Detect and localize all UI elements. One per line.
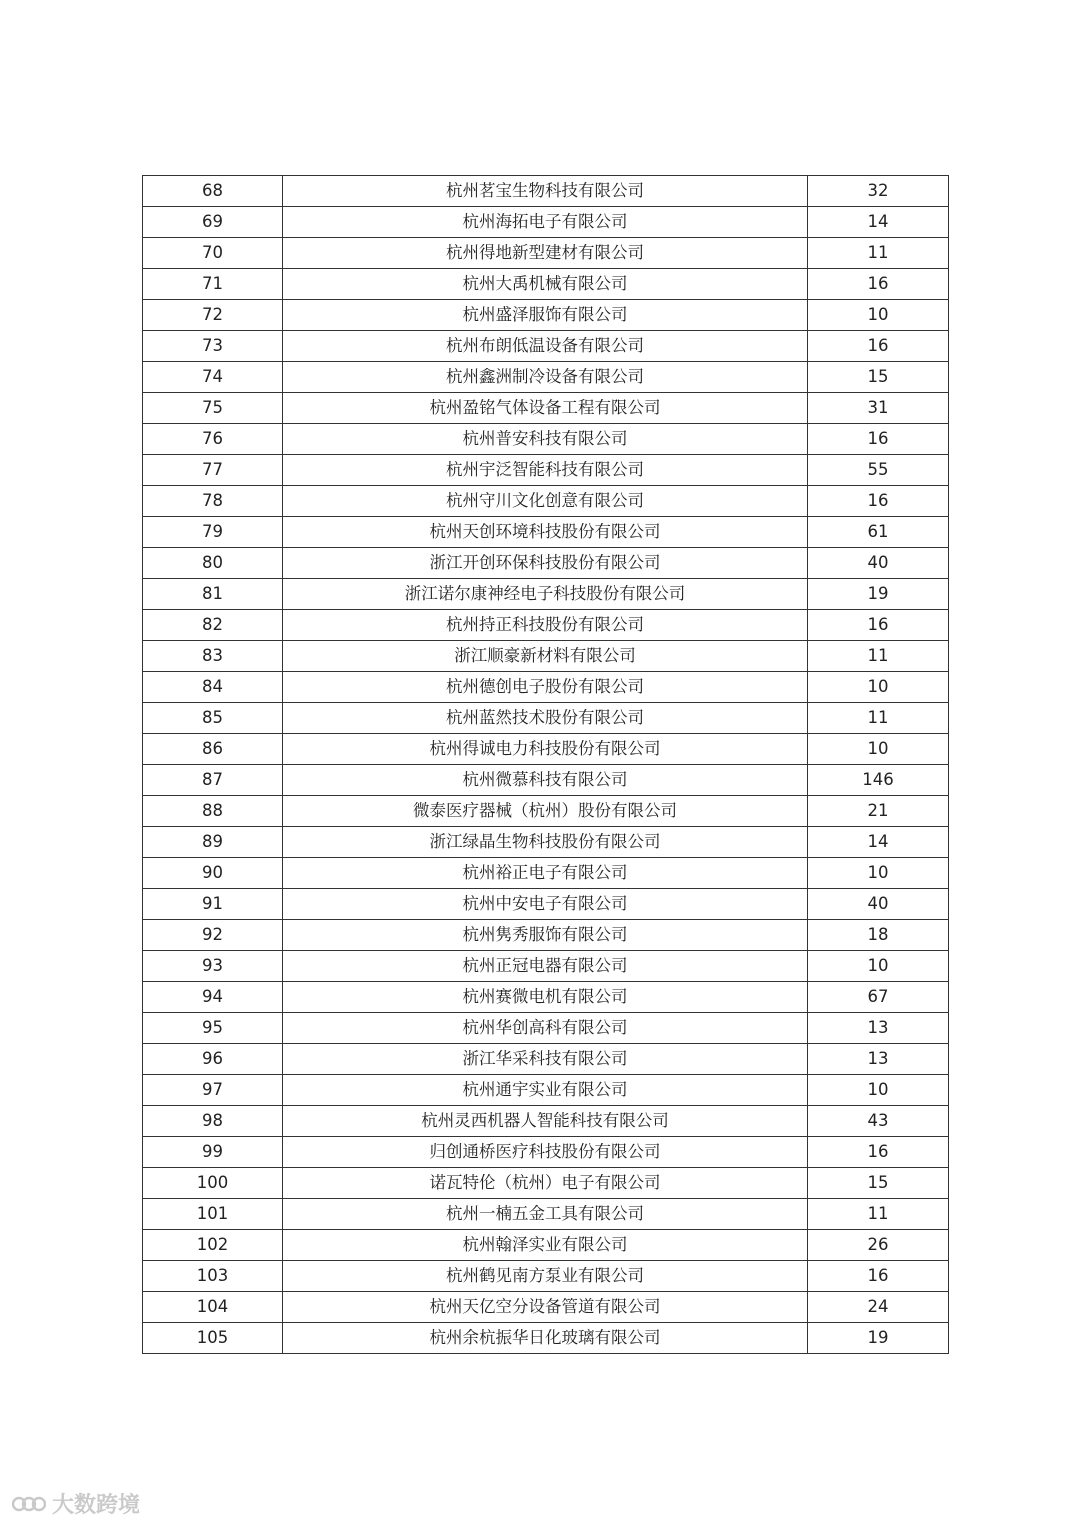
company-name: 杭州中安电子有限公司 — [283, 889, 808, 920]
company-name: 杭州赛微电机有限公司 — [283, 982, 808, 1013]
count-value: 43 — [808, 1106, 949, 1137]
count-value: 18 — [808, 920, 949, 951]
company-name: 杭州德创电子股份有限公司 — [283, 672, 808, 703]
count-value: 15 — [808, 362, 949, 393]
table-row — [143, 1199, 949, 1230]
company-name: 诺瓦特伦（杭州）电子有限公司 — [283, 1168, 808, 1199]
row-number: 105 — [143, 1323, 283, 1354]
table-row — [143, 982, 949, 1013]
row-number: 92 — [143, 920, 283, 951]
table-row — [143, 610, 949, 641]
count-value: 11 — [808, 703, 949, 734]
table-row — [143, 331, 949, 362]
row-number: 84 — [143, 672, 283, 703]
company-name: 微泰医疗器械（杭州）股份有限公司 — [283, 796, 808, 827]
table-row — [143, 1323, 949, 1354]
count-value: 10 — [808, 1075, 949, 1106]
company-name: 杭州裕正电子有限公司 — [283, 858, 808, 889]
company-name: 杭州微慕科技有限公司 — [283, 765, 808, 796]
table-row — [143, 1137, 949, 1168]
company-name: 杭州得诚电力科技股份有限公司 — [283, 734, 808, 765]
company-name: 杭州布朗低温设备有限公司 — [283, 331, 808, 362]
row-number: 70 — [143, 238, 283, 269]
company-name: 杭州鹤见南方泵业有限公司 — [283, 1261, 808, 1292]
table-row — [143, 517, 949, 548]
count-value: 16 — [808, 1137, 949, 1168]
count-value: 40 — [808, 889, 949, 920]
table-row — [143, 486, 949, 517]
count-value: 16 — [808, 331, 949, 362]
row-number: 81 — [143, 579, 283, 610]
company-name: 杭州海拓电子有限公司 — [283, 207, 808, 238]
row-number: 96 — [143, 1044, 283, 1075]
table-row — [143, 424, 949, 455]
row-number: 89 — [143, 827, 283, 858]
row-number: 75 — [143, 393, 283, 424]
count-value: 40 — [808, 548, 949, 579]
row-number: 100 — [143, 1168, 283, 1199]
row-number: 76 — [143, 424, 283, 455]
row-number: 85 — [143, 703, 283, 734]
row-number: 73 — [143, 331, 283, 362]
row-number: 82 — [143, 610, 283, 641]
table-row — [143, 858, 949, 889]
row-number: 71 — [143, 269, 283, 300]
row-number: 97 — [143, 1075, 283, 1106]
row-number: 94 — [143, 982, 283, 1013]
company-name: 杭州天亿空分设备管道有限公司 — [283, 1292, 808, 1323]
row-number: 99 — [143, 1137, 283, 1168]
table-row — [143, 1106, 949, 1137]
company-name: 浙江华采科技有限公司 — [283, 1044, 808, 1075]
table-row — [143, 641, 949, 672]
company-name: 杭州守川文化创意有限公司 — [283, 486, 808, 517]
count-value: 19 — [808, 1323, 949, 1354]
company-name: 杭州灵西机器人智能科技有限公司 — [283, 1106, 808, 1137]
row-number: 78 — [143, 486, 283, 517]
count-value: 10 — [808, 672, 949, 703]
count-value: 61 — [808, 517, 949, 548]
row-number: 79 — [143, 517, 283, 548]
row-number: 88 — [143, 796, 283, 827]
table-row — [143, 300, 949, 331]
count-value: 15 — [808, 1168, 949, 1199]
table-row — [143, 548, 949, 579]
company-name: 浙江顺豪新材料有限公司 — [283, 641, 808, 672]
table-body — [143, 176, 949, 1354]
row-number: 91 — [143, 889, 283, 920]
count-value: 11 — [808, 641, 949, 672]
count-value: 16 — [808, 269, 949, 300]
count-value: 16 — [808, 610, 949, 641]
company-name: 杭州通宇实业有限公司 — [283, 1075, 808, 1106]
count-value: 26 — [808, 1230, 949, 1261]
table-row — [143, 796, 949, 827]
count-value: 32 — [808, 176, 949, 207]
table-row — [143, 1230, 949, 1261]
row-number: 101 — [143, 1199, 283, 1230]
table-row — [143, 672, 949, 703]
company-name: 浙江绿晶生物科技股份有限公司 — [283, 827, 808, 858]
watermark — [12, 1488, 140, 1519]
row-number: 104 — [143, 1292, 283, 1323]
company-name: 杭州持正科技股份有限公司 — [283, 610, 808, 641]
count-value: 13 — [808, 1044, 949, 1075]
row-number: 93 — [143, 951, 283, 982]
count-value: 10 — [808, 951, 949, 982]
table-row — [143, 207, 949, 238]
row-number: 83 — [143, 641, 283, 672]
row-number: 69 — [143, 207, 283, 238]
company-name: 浙江诺尔康神经电子科技股份有限公司 — [283, 579, 808, 610]
row-number: 102 — [143, 1230, 283, 1261]
row-number: 103 — [143, 1261, 283, 1292]
row-number: 90 — [143, 858, 283, 889]
row-number: 77 — [143, 455, 283, 486]
company-name: 杭州宇泛智能科技有限公司 — [283, 455, 808, 486]
company-name: 杭州一楠五金工具有限公司 — [283, 1199, 808, 1230]
count-value: 14 — [808, 827, 949, 858]
count-value: 31 — [808, 393, 949, 424]
table-row — [143, 1013, 949, 1044]
company-name: 杭州得地新型建材有限公司 — [283, 238, 808, 269]
table-row — [143, 579, 949, 610]
count-value: 13 — [808, 1013, 949, 1044]
table-row — [143, 703, 949, 734]
table-row — [143, 176, 949, 207]
company-name: 杭州隽秀服饰有限公司 — [283, 920, 808, 951]
company-name: 杭州华创高科有限公司 — [283, 1013, 808, 1044]
count-value: 146 — [808, 765, 949, 796]
count-value: 55 — [808, 455, 949, 486]
company-name: 杭州余杭振华日化玻璃有限公司 — [283, 1323, 808, 1354]
company-name: 归创通桥医疗科技股份有限公司 — [283, 1137, 808, 1168]
company-name: 杭州普安科技有限公司 — [283, 424, 808, 455]
table-row — [143, 1292, 949, 1323]
company-name: 杭州盛泽服饰有限公司 — [283, 300, 808, 331]
count-value: 16 — [808, 486, 949, 517]
count-value: 19 — [808, 579, 949, 610]
company-name: 杭州正冠电器有限公司 — [283, 951, 808, 982]
company-table — [142, 175, 949, 1354]
row-number: 68 — [143, 176, 283, 207]
row-number: 80 — [143, 548, 283, 579]
company-name: 杭州盈铭气体设备工程有限公司 — [283, 393, 808, 424]
table-row — [143, 1075, 949, 1106]
table-row — [143, 951, 949, 982]
table-row — [143, 765, 949, 796]
row-number: 87 — [143, 765, 283, 796]
table-row — [143, 827, 949, 858]
company-name: 杭州蓝然技术股份有限公司 — [283, 703, 808, 734]
count-value: 10 — [808, 734, 949, 765]
row-number: 86 — [143, 734, 283, 765]
company-name: 杭州鑫洲制冷设备有限公司 — [283, 362, 808, 393]
table-row — [143, 362, 949, 393]
company-name: 杭州大禹机械有限公司 — [283, 269, 808, 300]
count-value: 24 — [808, 1292, 949, 1323]
table-row — [143, 1168, 949, 1199]
table-row — [143, 1044, 949, 1075]
logo-icon — [12, 1493, 46, 1515]
row-number: 95 — [143, 1013, 283, 1044]
company-name: 杭州翰泽实业有限公司 — [283, 1230, 808, 1261]
table-row — [143, 889, 949, 920]
table-row — [143, 393, 949, 424]
count-value: 21 — [808, 796, 949, 827]
count-value: 10 — [808, 858, 949, 889]
count-value: 16 — [808, 424, 949, 455]
count-value: 67 — [808, 982, 949, 1013]
row-number: 72 — [143, 300, 283, 331]
count-value: 11 — [808, 238, 949, 269]
watermark-text: 大数跨境 — [52, 1493, 141, 1518]
row-number: 74 — [143, 362, 283, 393]
count-value: 16 — [808, 1261, 949, 1292]
table-row — [143, 920, 949, 951]
table-row — [143, 238, 949, 269]
company-name: 杭州天创环境科技股份有限公司 — [283, 517, 808, 548]
row-number: 98 — [143, 1106, 283, 1137]
count-value: 11 — [808, 1199, 949, 1230]
company-name: 浙江开创环保科技股份有限公司 — [283, 548, 808, 579]
count-value: 10 — [808, 300, 949, 331]
table-row — [143, 269, 949, 300]
table-row — [143, 455, 949, 486]
table-row — [143, 734, 949, 765]
count-value: 14 — [808, 207, 949, 238]
table-row — [143, 1261, 949, 1292]
company-name: 杭州茗宝生物科技有限公司 — [283, 176, 808, 207]
